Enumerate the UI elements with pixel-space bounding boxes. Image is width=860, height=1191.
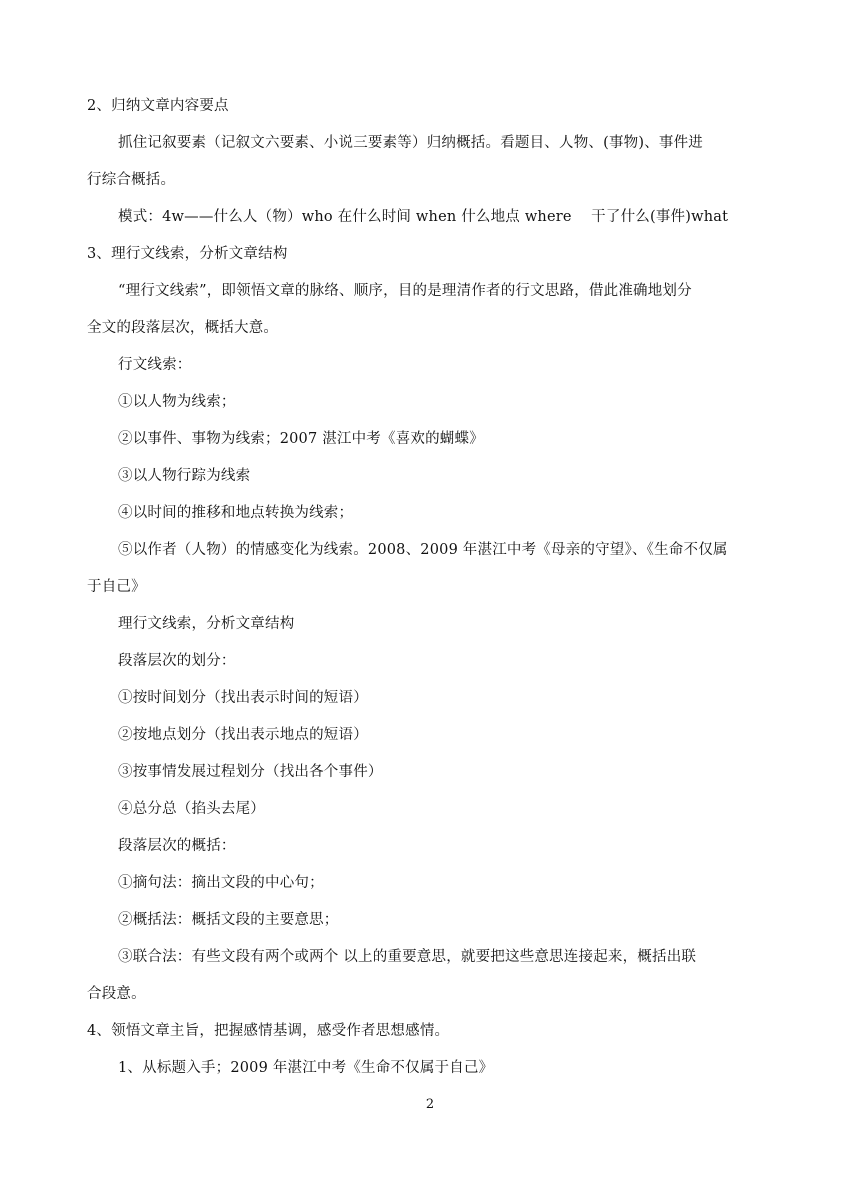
list-item: ①摘句法：摘出文段的中心句；: [118, 875, 324, 891]
list-item: ③按事情发展过程划分（找出各个事件）: [118, 764, 383, 780]
list-item: ①以人物为线索；: [118, 394, 236, 410]
paragraph-line: 行综合概括。: [87, 172, 176, 188]
paragraph-line: 全文的段落层次，概括大意。: [87, 320, 279, 336]
paragraph-line: 于自己》: [87, 579, 146, 595]
list-item: ②按地点划分（找出表示地点的短语）: [118, 727, 368, 743]
paragraph-line: 模式：4w——什么人（物）who 在什么时间 when 什么地点 where 干了什么(事件)what: [118, 209, 729, 225]
section-heading-2: 2、归纳文章内容要点: [87, 98, 229, 114]
paragraph-line: 理行文线索，分析文章结构: [118, 616, 295, 632]
list-item: ①按时间划分（找出表示时间的短语）: [118, 690, 368, 706]
paragraph-line: 段落层次的概括：: [118, 838, 236, 854]
list-item: ②以事件、事物为线索；2007 湛江中考《喜欢的蝴蝶》: [118, 431, 484, 447]
paragraph-line: 抓住记叙要素（记叙文六要素、小说三要素等）归纳概括。看题目、人物、(事物)、事件进: [118, 135, 704, 151]
paragraph-line: “理行文线索”，即领悟文章的脉络、顺序，目的是理清作者的行文思路，借此准确地划分: [118, 283, 692, 299]
paragraph-line: 行文线索：: [118, 357, 192, 373]
list-item: ②概括法：概括文段的主要意思；: [118, 912, 339, 928]
section-heading-3: 3、理行文线索，分析文章结构: [87, 246, 288, 262]
list-item: 1、从标题入手；2009 年湛江中考《生命不仅属于自己》: [118, 1060, 494, 1076]
section-heading-4: 4、领悟文章主旨，把握感情基调，感受作者思想感情。: [87, 1023, 450, 1039]
list-item: ③联合法：有些文段有两个或两个 以上的重要意思，就要把这些意思连接起来，概括出联: [118, 949, 697, 965]
list-item: ④总分总（掐头去尾）: [118, 801, 265, 817]
list-item: ③以人物行踪为线索: [118, 468, 251, 484]
paragraph-line: 合段意。: [87, 986, 146, 1002]
paragraph-line: 段落层次的划分：: [118, 653, 236, 669]
list-item: ④以时间的推移和地点转换为线索；: [118, 505, 354, 521]
page-number: 2: [425, 1097, 435, 1112]
list-item: ⑤以作者（人物）的情感变化为线索。2008、2009 年湛江中考《母亲的守望》、《生命不仅属: [118, 542, 728, 558]
